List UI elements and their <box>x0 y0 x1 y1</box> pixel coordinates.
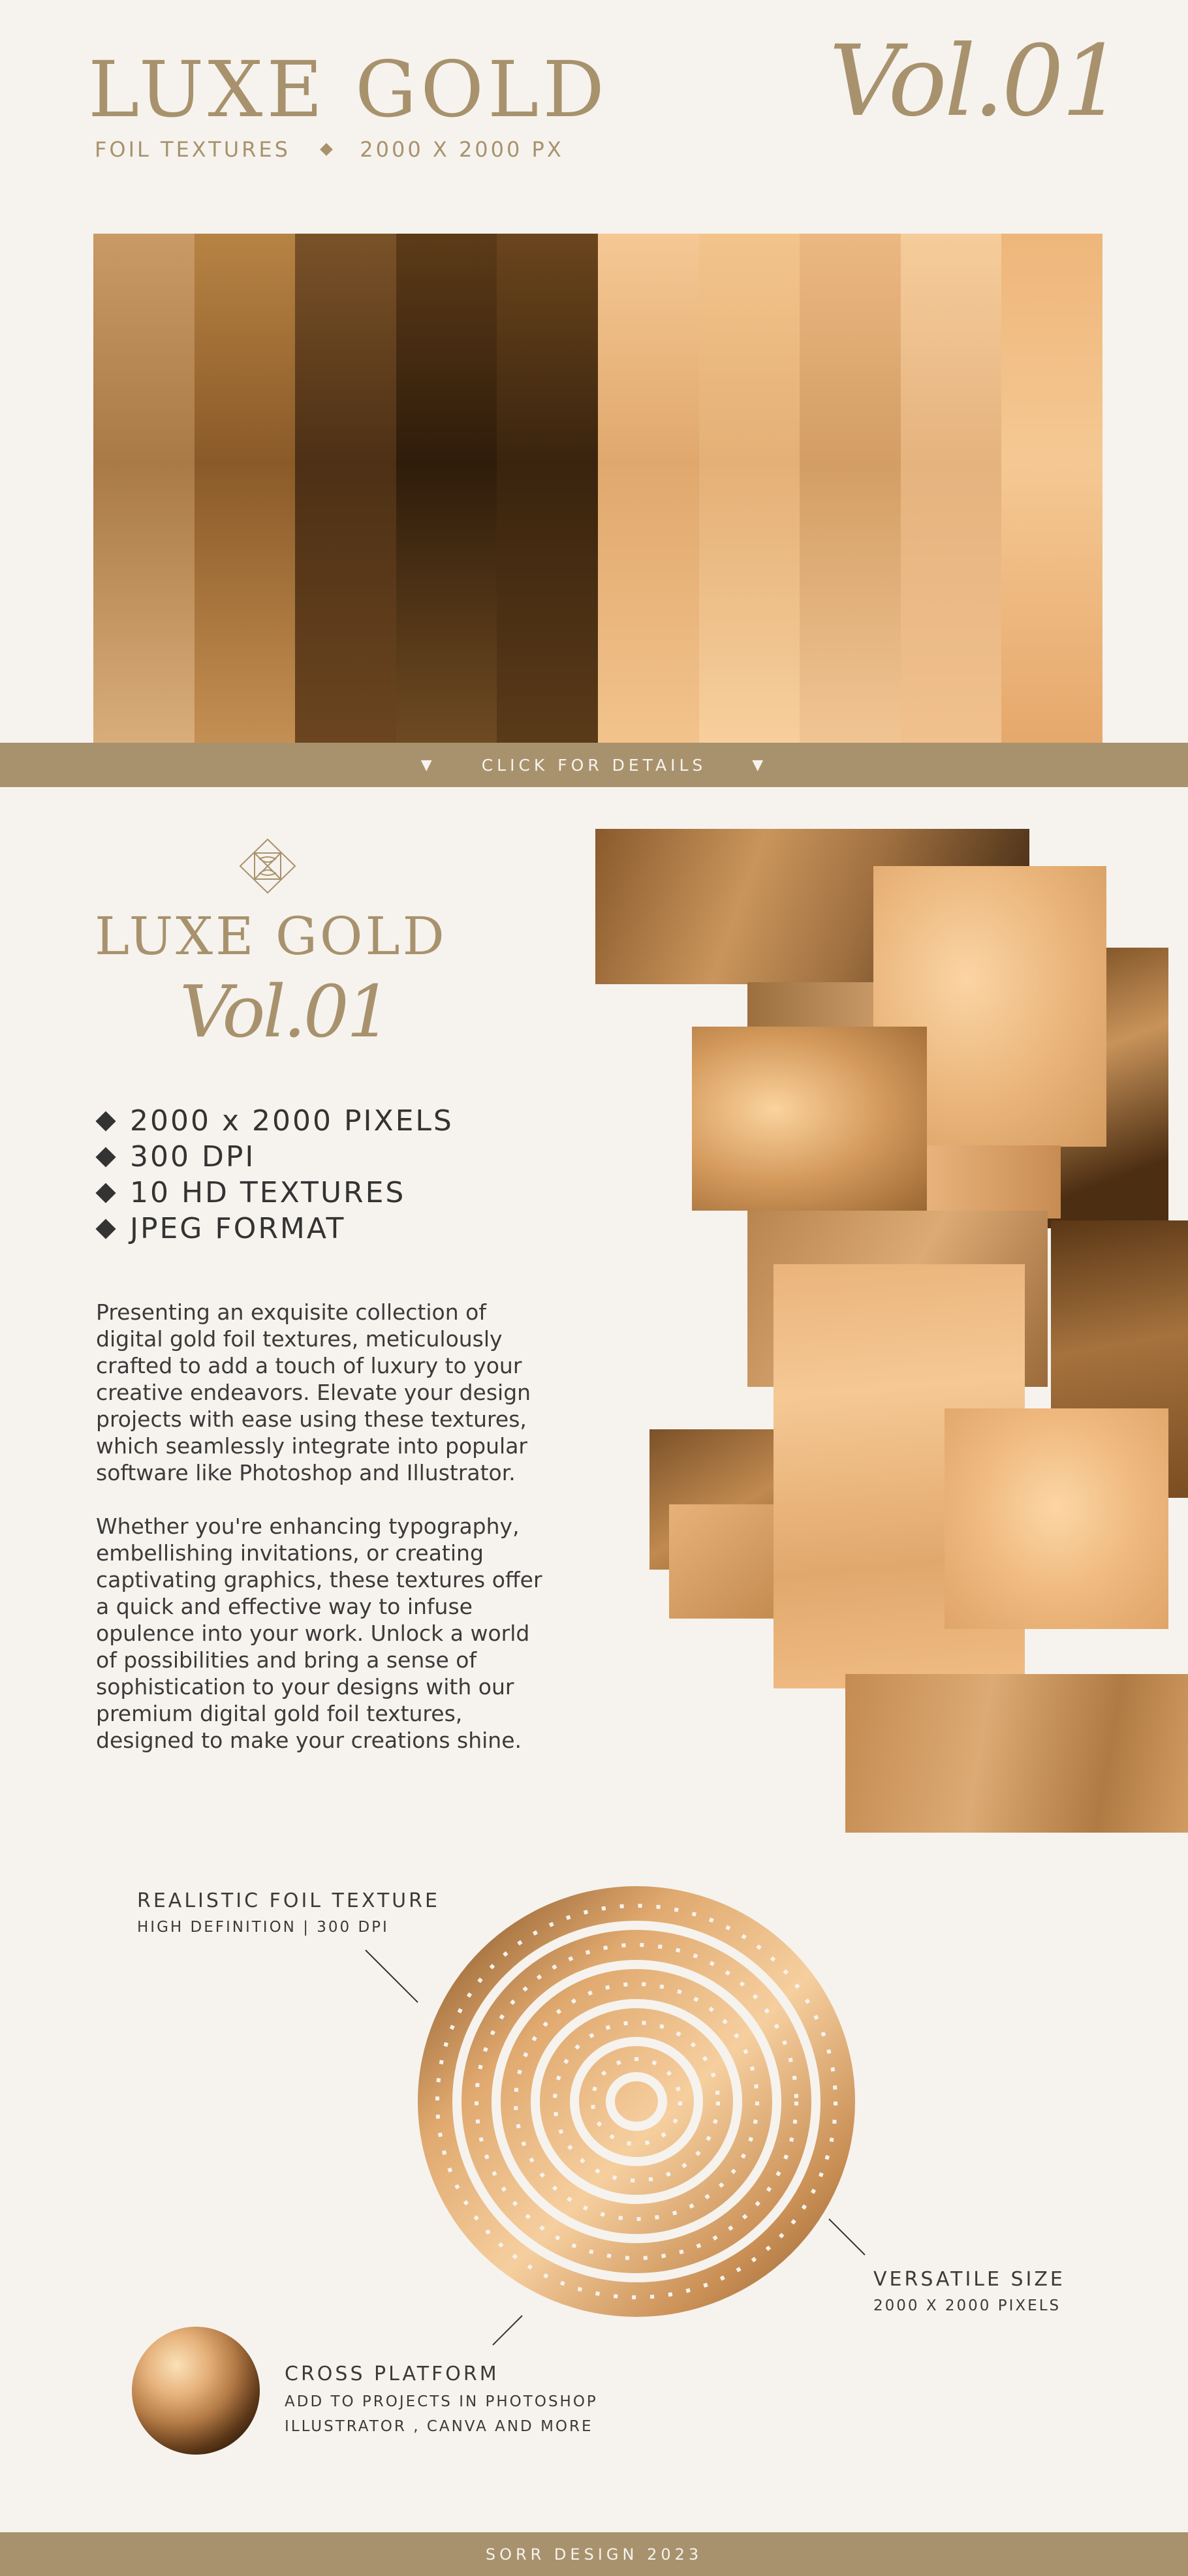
feature-title: VERSATILE SIZE <box>873 2268 1065 2291</box>
logo-mark-icon <box>235 837 300 895</box>
bullet-diamond-icon <box>95 1111 116 1131</box>
collage-tile <box>669 1504 774 1619</box>
arrow-down-icon: ▼ <box>420 756 436 773</box>
texture-swatch-4 <box>396 234 497 743</box>
gold-spiral-illustration <box>408 1880 865 2330</box>
description-paragraph-1: Presenting an exquisite collection of digital gold foil textures, meticulously crafted to add a touch of luxury to your creative endeavors. Elevate your design projects with ease using these textures, which seamlessly integrate into popular software like Photoshop and Illustrator. <box>96 1299 531 1485</box>
collage-tile <box>845 1674 1188 1833</box>
texture-swatch-1 <box>93 234 195 743</box>
footer: SORR DESIGN 2023 <box>0 2532 1188 2576</box>
subtitle-left: FOIL TEXTURES <box>95 137 290 162</box>
spec-item: 2000 x 2000 PIXELS <box>95 1103 454 1139</box>
texture-swatch-10 <box>1001 234 1102 743</box>
arrow-down-icon: ▼ <box>752 756 768 773</box>
logo-title: LUXE GOLD <box>95 906 447 967</box>
collage-tile <box>945 1408 1168 1629</box>
feature-versatile <box>873 2268 1065 2314</box>
texture-swatch-9 <box>901 234 1002 743</box>
gold-sphere-image <box>132 2327 260 2455</box>
texture-swatch-5 <box>497 234 598 743</box>
texture-swatch-7 <box>699 234 800 743</box>
hero-volume: Vol.01 <box>829 25 1121 138</box>
click-for-details-bar[interactable] <box>0 743 1188 787</box>
feature-subtitle: 2000 X 2000 PIXELS <box>873 2297 1061 2314</box>
spec-item: 300 DPI <box>95 1139 454 1175</box>
bullet-diamond-icon <box>95 1183 116 1203</box>
texture-swatch-6 <box>598 234 699 743</box>
bullet-diamond-icon <box>95 1218 116 1239</box>
feature-subtitle: ADD TO PROJECTS IN PHOTOSHOP ILLUSTRATOR , CANVA AND MORE <box>285 2393 598 2435</box>
feature-subtitle: HIGH DEFINITION | 300 DPI <box>137 1919 389 1936</box>
spec-item: 10 HD TEXTURES <box>95 1175 454 1211</box>
feature-title: REALISTIC FOIL TEXTURE <box>137 1889 440 1912</box>
spec-list <box>95 1103 454 1247</box>
feature-realistic <box>137 1889 440 1936</box>
hero-subtitle <box>95 137 564 162</box>
details-label: CLICK FOR DETAILS <box>481 755 707 775</box>
texture-stripes <box>93 234 1102 743</box>
bullet-diamond-icon <box>95 1147 116 1167</box>
logo-volume: Vol.01 <box>180 970 390 1053</box>
texture-swatch-3 <box>295 234 396 743</box>
texture-swatch-8 <box>800 234 901 743</box>
collage-tile <box>927 1145 1061 1218</box>
feature-title: CROSS PLATFORM <box>285 2363 499 2385</box>
subtitle-right: 2000 X 2000 PX <box>360 137 564 162</box>
texture-swatch-2 <box>195 234 296 743</box>
hero-title: LUXE GOLD <box>88 44 608 134</box>
spec-item: JPEG FORMAT <box>95 1211 454 1247</box>
description-paragraph-2: Whether you're enhancing typography, embellishing invitations, or creating captivating graphics, these textures offer a quick and effective way to infuse opulence into your work. Unlock a world of possibilities and bring a sense of sophistication to your designs with our premium digital gold foil textures, designed to make your creations shine. <box>96 1513 542 1753</box>
diamond-icon <box>320 143 333 156</box>
collage-tile <box>692 1027 927 1211</box>
feature-cross-platform <box>285 2363 598 2439</box>
